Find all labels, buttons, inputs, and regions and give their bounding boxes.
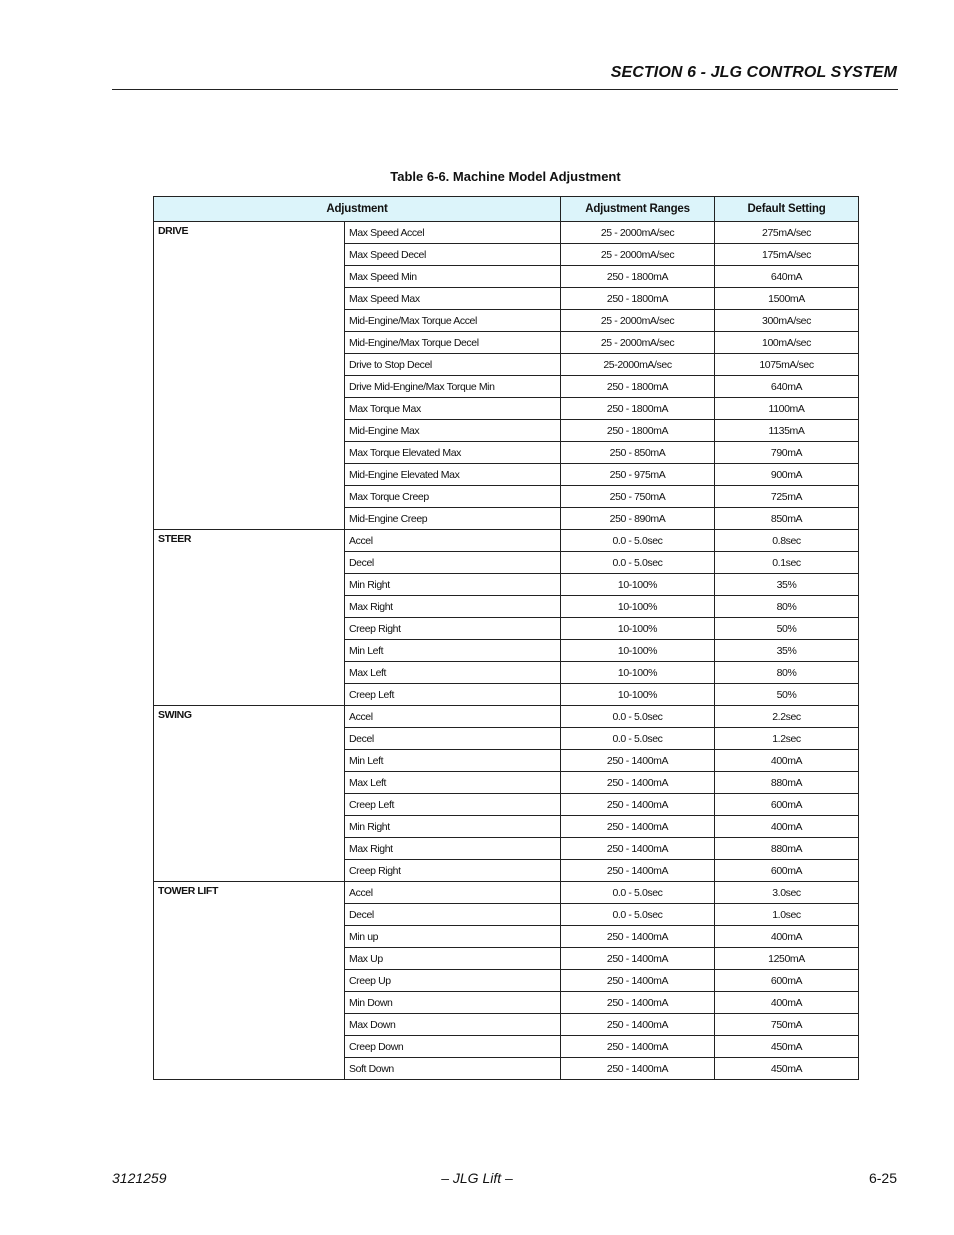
parameter-cell: Accel [345, 530, 561, 552]
parameter-cell: Creep Left [345, 794, 561, 816]
range-cell: 10-100% [561, 596, 715, 618]
default-cell: 50% [715, 684, 859, 706]
range-cell: 250 - 1400mA [561, 750, 715, 772]
range-cell: 250 - 890mA [561, 508, 715, 530]
range-cell: 250 - 1400mA [561, 926, 715, 948]
range-cell: 250 - 975mA [561, 464, 715, 486]
range-cell: 250 - 1800mA [561, 398, 715, 420]
range-cell: 10-100% [561, 574, 715, 596]
parameter-cell: Drive to Stop Decel [345, 354, 561, 376]
range-cell: 25 - 2000mA/sec [561, 222, 715, 244]
range-cell: 250 - 1800mA [561, 420, 715, 442]
table-header-row [154, 197, 859, 222]
parameter-cell: Max Left [345, 662, 561, 684]
default-cell: 35% [715, 640, 859, 662]
range-cell: 0.0 - 5.0sec [561, 904, 715, 926]
parameter-cell: Creep Right [345, 618, 561, 640]
group-label: DRIVE [154, 222, 345, 530]
default-cell: 0.1sec [715, 552, 859, 574]
parameter-cell: Drive Mid-Engine/Max Torque Min [345, 376, 561, 398]
parameter-cell: Decel [345, 904, 561, 926]
range-cell: 25 - 2000mA/sec [561, 332, 715, 354]
parameter-cell: Accel [345, 882, 561, 904]
default-cell: 450mA [715, 1058, 859, 1080]
group-label: SWING [154, 706, 345, 882]
range-cell: 10-100% [561, 618, 715, 640]
default-cell: 1075mA/sec [715, 354, 859, 376]
range-cell: 250 - 1400mA [561, 794, 715, 816]
parameter-cell: Max Speed Accel [345, 222, 561, 244]
range-cell: 10-100% [561, 662, 715, 684]
range-cell: 250 - 1400mA [561, 970, 715, 992]
range-cell: 250 - 1800mA [561, 266, 715, 288]
range-cell: 0.0 - 5.0sec [561, 530, 715, 552]
default-cell: 1135mA [715, 420, 859, 442]
parameter-cell: Min Right [345, 816, 561, 838]
parameter-cell: Min Left [345, 750, 561, 772]
range-cell: 250 - 1800mA [561, 376, 715, 398]
parameter-cell: Soft Down [345, 1058, 561, 1080]
parameter-cell: Max Speed Min [345, 266, 561, 288]
parameter-cell: Accel [345, 706, 561, 728]
parameter-cell: Max Torque Creep [345, 486, 561, 508]
range-cell: 250 - 1400mA [561, 948, 715, 970]
default-cell: 640mA [715, 376, 859, 398]
default-cell: 600mA [715, 970, 859, 992]
parameter-cell: Mid-Engine/Max Torque Decel [345, 332, 561, 354]
range-cell: 250 - 750mA [561, 486, 715, 508]
parameter-cell: Max Right [345, 838, 561, 860]
range-cell: 10-100% [561, 640, 715, 662]
default-cell: 880mA [715, 838, 859, 860]
default-cell: 100mA/sec [715, 332, 859, 354]
default-cell: 3.0sec [715, 882, 859, 904]
default-cell: 1250mA [715, 948, 859, 970]
parameter-cell: Max Left [345, 772, 561, 794]
range-cell: 25 - 2000mA/sec [561, 244, 715, 266]
range-cell: 0.0 - 5.0sec [561, 706, 715, 728]
default-cell: 1100mA [715, 398, 859, 420]
default-cell: 400mA [715, 992, 859, 1014]
group-label: STEER [154, 530, 345, 706]
range-cell: 10-100% [561, 684, 715, 706]
parameter-cell: Creep Up [345, 970, 561, 992]
parameter-cell: Creep Left [345, 684, 561, 706]
default-cell: 850mA [715, 508, 859, 530]
range-cell: 25-2000mA/sec [561, 354, 715, 376]
default-cell: 175mA/sec [715, 244, 859, 266]
range-cell: 250 - 1400mA [561, 992, 715, 1014]
parameter-cell: Creep Down [345, 1036, 561, 1058]
range-cell: 250 - 1400mA [561, 1014, 715, 1036]
default-cell: 400mA [715, 816, 859, 838]
default-cell: 640mA [715, 266, 859, 288]
table-row [154, 222, 859, 244]
parameter-cell: Max Speed Max [345, 288, 561, 310]
parameter-cell: Max Torque Elevated Max [345, 442, 561, 464]
parameter-cell: Min Left [345, 640, 561, 662]
table-row [154, 882, 859, 904]
table-row [154, 706, 859, 728]
default-cell: 1500mA [715, 288, 859, 310]
range-cell: 250 - 850mA [561, 442, 715, 464]
default-cell: 35% [715, 574, 859, 596]
parameter-cell: Min Right [345, 574, 561, 596]
default-cell: 900mA [715, 464, 859, 486]
default-cell: 600mA [715, 794, 859, 816]
footer-brand: – JLG Lift – [441, 1170, 513, 1186]
default-cell: 80% [715, 596, 859, 618]
table-body [154, 222, 859, 1080]
default-cell: 400mA [715, 926, 859, 948]
page-number: 6-25 [868, 1170, 897, 1186]
parameter-cell: Decel [345, 728, 561, 750]
default-cell: 600mA [715, 860, 859, 882]
column-header-adjustment-ranges: Adjustment Ranges [561, 197, 715, 222]
document-number: 3121259 [112, 1170, 167, 1186]
parameter-cell: Min up [345, 926, 561, 948]
range-cell: 0.0 - 5.0sec [561, 552, 715, 574]
default-cell: 400mA [715, 750, 859, 772]
parameter-cell: Decel [345, 552, 561, 574]
parameter-cell: Max Right [345, 596, 561, 618]
range-cell: 0.0 - 5.0sec [561, 882, 715, 904]
range-cell: 250 - 1800mA [561, 288, 715, 310]
parameter-cell: Min Down [345, 992, 561, 1014]
range-cell: 250 - 1400mA [561, 838, 715, 860]
default-cell: 275mA/sec [715, 222, 859, 244]
default-cell: 1.0sec [715, 904, 859, 926]
default-cell: 300mA/sec [715, 310, 859, 332]
parameter-cell: Creep Right [345, 860, 561, 882]
section-title: SECTION 6 - JLG CONTROL SYSTEM [610, 64, 897, 81]
range-cell: 0.0 - 5.0sec [561, 728, 715, 750]
range-cell: 250 - 1400mA [561, 1058, 715, 1080]
range-cell: 250 - 1400mA [561, 860, 715, 882]
range-cell: 250 - 1400mA [561, 816, 715, 838]
parameter-cell: Max Up [345, 948, 561, 970]
column-header-adjustment: Adjustment [154, 197, 561, 222]
default-cell: 1.2sec [715, 728, 859, 750]
parameter-cell: Max Down [345, 1014, 561, 1036]
table-caption: Table 6-6. Machine Model Adjustment [390, 169, 621, 184]
default-cell: 880mA [715, 772, 859, 794]
default-cell: 2.2sec [715, 706, 859, 728]
parameter-cell: Mid-Engine Max [345, 420, 561, 442]
parameter-cell: Mid-Engine Elevated Max [345, 464, 561, 486]
column-header-default-setting: Default Setting [715, 197, 859, 222]
default-cell: 725mA [715, 486, 859, 508]
parameter-cell: Mid-Engine/Max Torque Accel [345, 310, 561, 332]
range-cell: 250 - 1400mA [561, 772, 715, 794]
machine-model-adjustment-table [153, 196, 859, 1080]
default-cell: 450mA [715, 1036, 859, 1058]
header-divider [112, 89, 898, 90]
parameter-cell: Mid-Engine Creep [345, 508, 561, 530]
default-cell: 0.8sec [715, 530, 859, 552]
table-row [154, 530, 859, 552]
default-cell: 80% [715, 662, 859, 684]
range-cell: 25 - 2000mA/sec [561, 310, 715, 332]
default-cell: 50% [715, 618, 859, 640]
parameter-cell: Max Torque Max [345, 398, 561, 420]
parameter-cell: Max Speed Decel [345, 244, 561, 266]
default-cell: 790mA [715, 442, 859, 464]
group-label: TOWER LIFT [154, 882, 345, 1080]
default-cell: 750mA [715, 1014, 859, 1036]
range-cell: 250 - 1400mA [561, 1036, 715, 1058]
